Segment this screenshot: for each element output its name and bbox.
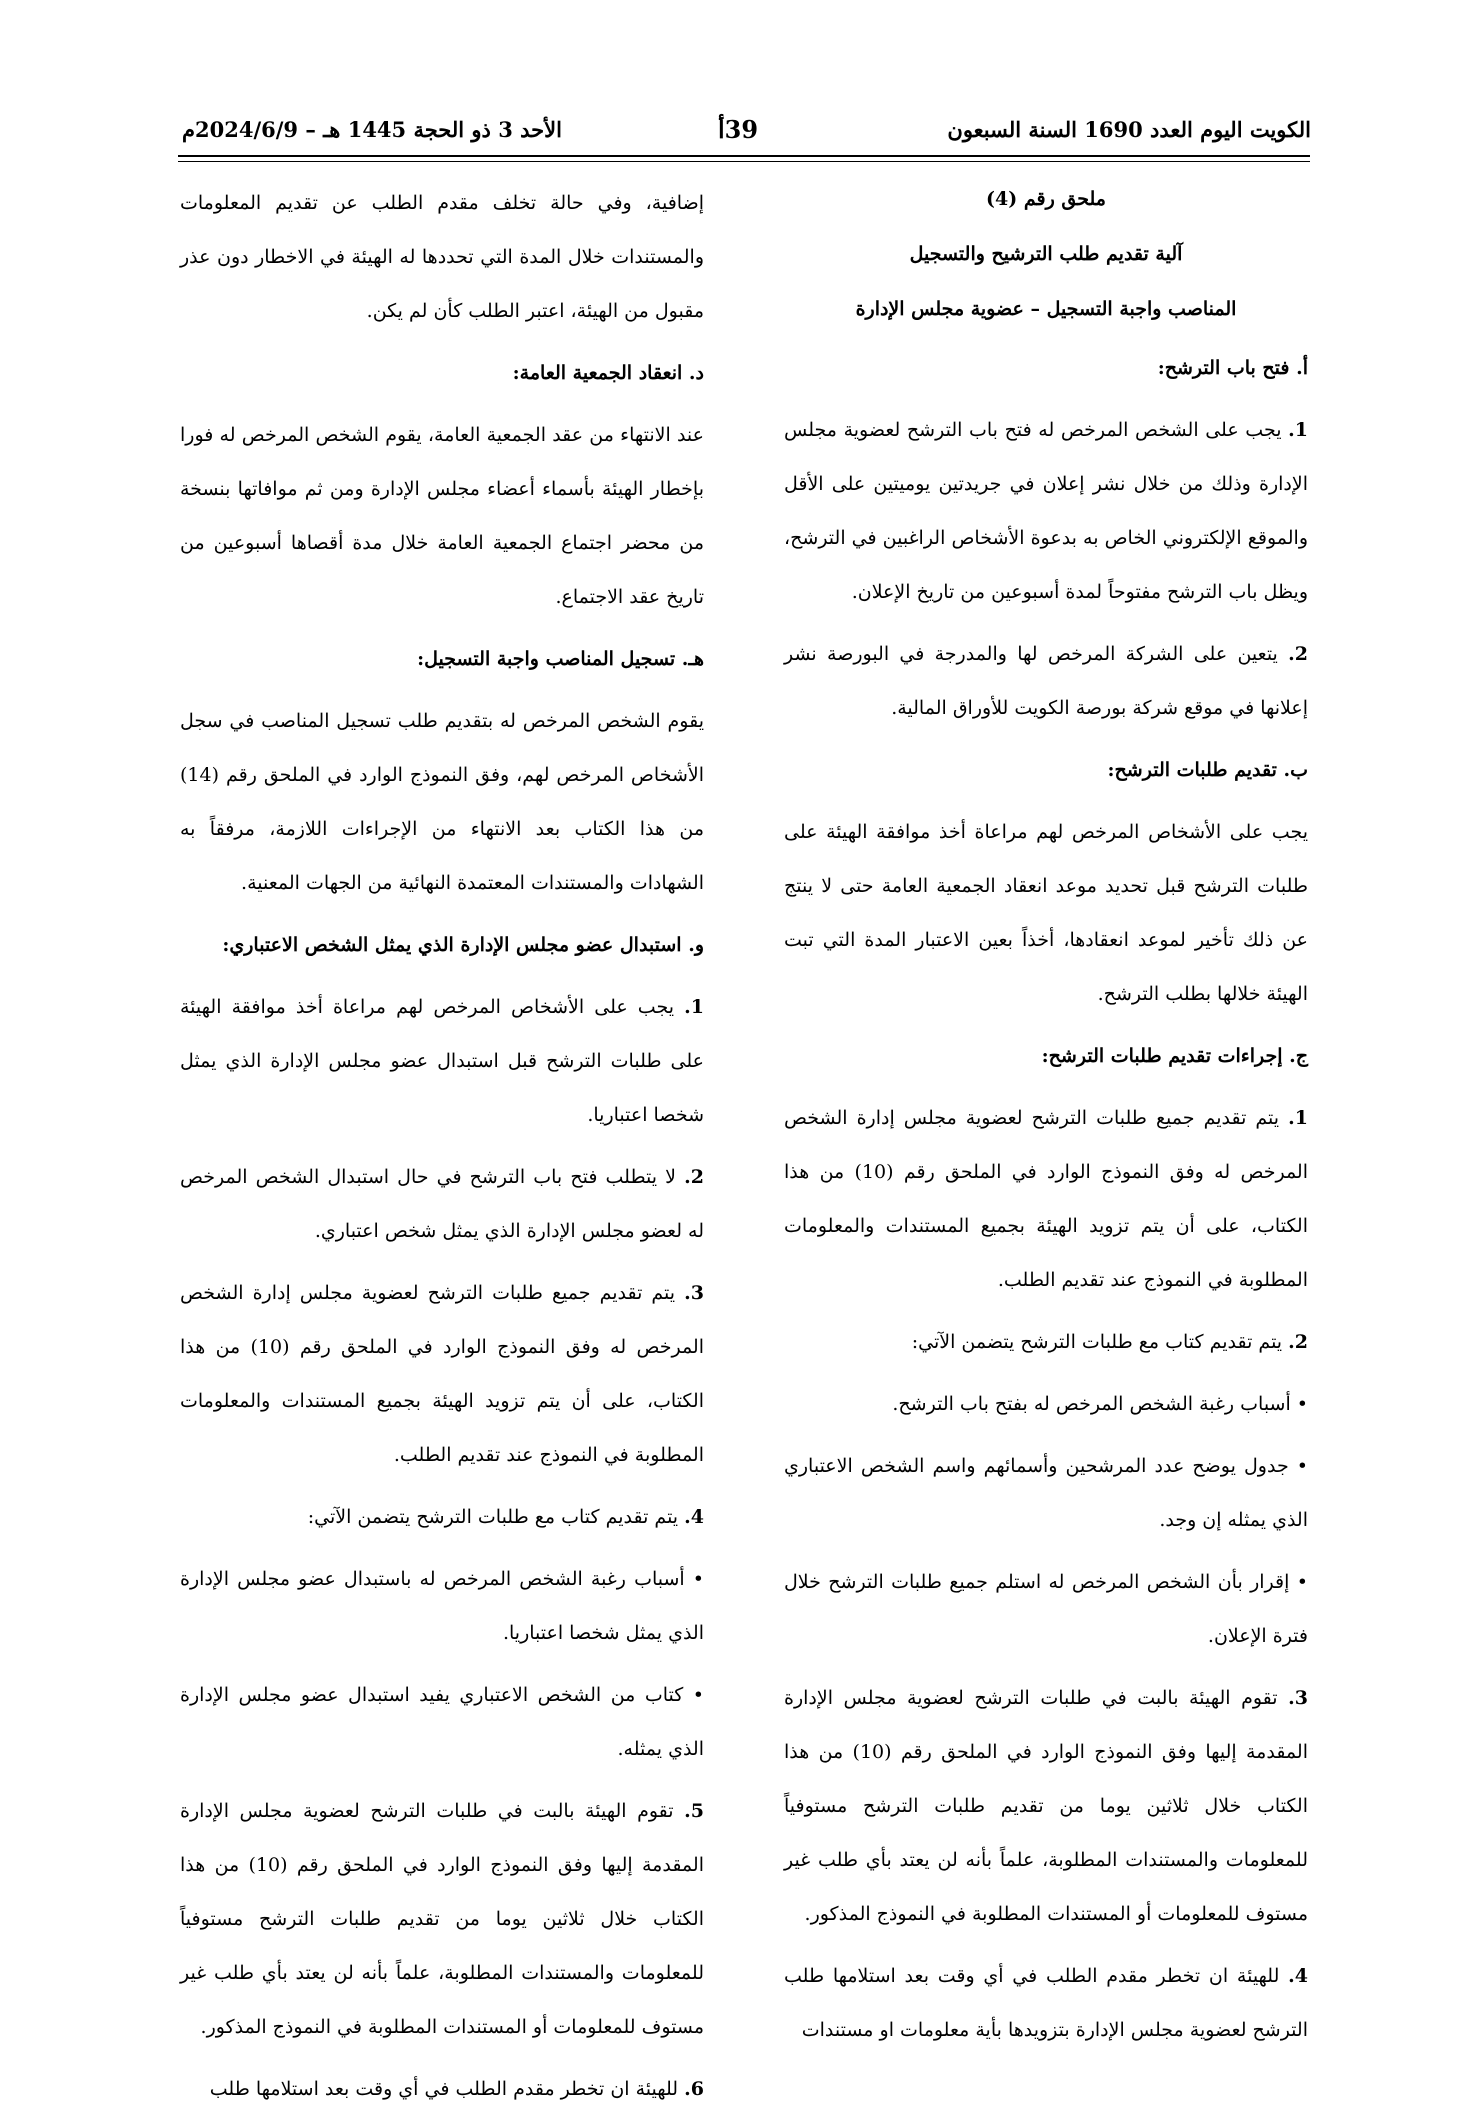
bullet-item: • إقرار بأن الشخص المرخص له استلم جميع طلبات الترشح خلال فترة الإعلان. xyxy=(784,1571,1308,1647)
clause-f1 xyxy=(180,980,704,1142)
clause-number: 4. xyxy=(1288,1965,1308,1987)
right-column xyxy=(784,176,1308,2065)
clause-text: يتم تقديم كتاب مع طلبات الترشح يتضمن الآتي: xyxy=(307,1506,679,1528)
clause-number: 6. xyxy=(684,2078,704,2100)
section-heading-e: هـ. تسجيل المناصب واجبة التسجيل: xyxy=(417,648,704,670)
clause-text: يجب على الأشخاص المرخص لهم مراعاة أخذ موافقة الهيئة على طلبات الترشح قبل استبدال عضو مجلس الإدارة الذي يمثل شخصا اعتباريا. xyxy=(180,996,704,1126)
clause-number: 4. xyxy=(684,1506,704,1528)
clause-c4 xyxy=(784,1949,1308,2057)
clause-f3 xyxy=(180,1266,704,1482)
clause-f6 xyxy=(180,2062,704,2116)
paragraph-b: يجب على الأشخاص المرخص لهم مراعاة أخذ موافقة الهيئة على طلبات الترشح قبل تحديد موعد انعقاد الجمعية العامة حتى لا ينتج عن ذلك تأخير لموعد انعقادها، أخذاً بعين الاعتبار المدة التي تبت الهيئة خلالها بطلب الترشح. xyxy=(784,821,1308,1005)
paragraph-continuation: إضافية، وفي حالة تخلف مقدم الطلب عن تقديم المعلومات والمستندات خلال المدة التي تحددها له الهيئة في الاخطار دون عذر مقبول من الهيئة، اعتبر الطلب كأن لم يكن. xyxy=(180,192,704,322)
clause-text: تقوم الهيئة بالبت في طلبات الترشح لعضوية مجلس الإدارة المقدمة إليها وفق النموذج الوارد في الملحق رقم (10) من هذا الكتاب خلال ثلاثين يوما من تقديم طلبات الترشح مستوفياً للمعلومات والمستندات المطلوبة، علماً بأنه لن يعتد بأي طلب غير مستوف للمعلومات أو المستندات المطلوبة في النموذج المذكور. xyxy=(180,1800,704,2038)
clause-number: 1. xyxy=(1288,419,1308,441)
section-heading-f: و. استبدال عضو مجلس الإدارة الذي يمثل الشخص الاعتباري: xyxy=(222,934,704,956)
clause-number: 1. xyxy=(684,996,704,1018)
clause-number: 5. xyxy=(684,1800,704,1822)
clause-number: 1. xyxy=(1288,1107,1308,1129)
clause-text: يجب على الشخص المرخص له فتح باب الترشح لعضوية مجلس الإدارة وذلك من خلال نشر إعلان في جريدتين يوميتين على الأقل والموقع الإلكتروني الخاص به بدعوة الأشخاص الراغبين في الترشح، ويظل باب الترشح مفتوحاً لمدة أسبوعين من تاريخ الإعلان. xyxy=(784,419,1308,603)
header-date: الأحد 3 ذو الحجة 1445 هـ – 2024/6/9م xyxy=(182,117,562,142)
bullet-item: • كتاب من الشخص الاعتباري يفيد استبدال عضو مجلس الإدارة الذي يمثله. xyxy=(180,1684,704,1760)
clause-number: 3. xyxy=(1288,1687,1308,1709)
annex-title: ملحق رقم (4) xyxy=(986,188,1106,210)
section-heading-a: أ. فتح باب الترشح: xyxy=(1157,357,1308,379)
clause-f4 xyxy=(180,1490,704,1544)
clause-c2 xyxy=(784,1315,1308,1369)
left-column xyxy=(180,176,704,2124)
bullet-item: • أسباب رغبة الشخص المرخص له باستبدال عضو مجلس الإدارة الذي يمثل شخصا اعتباريا. xyxy=(180,1568,704,1644)
bullet-item: • أسباب رغبة الشخص المرخص له بفتح باب الترشح. xyxy=(892,1393,1308,1415)
paragraph-d: عند الانتهاء من عقد الجمعية العامة، يقوم الشخص المرخص له فورا بإخطار الهيئة بأسماء أعضاء مجلس الإدارة ومن ثم موافاتها بنسخة من محضر اجتماع الجمعية العامة خلال مدة أقصاها أسبوعين من تاريخ عقد الاجتماع. xyxy=(180,424,704,608)
clause-f2 xyxy=(180,1150,704,1258)
header-issue-info: الكويت اليوم العدد 1690 السنة السبعون xyxy=(947,117,1311,142)
clause-c3 xyxy=(784,1671,1308,1941)
section-heading-d: د. انعقاد الجمعية العامة: xyxy=(512,362,704,384)
clause-f5 xyxy=(180,1784,704,2054)
section-heading-b: ب. تقديم طلبات الترشح: xyxy=(1107,759,1308,781)
clause-text: للهيئة ان تخطر مقدم الطلب في أي وقت بعد استلامها طلب الترشح لعضوية مجلس الإدارة بتزويدها بأية معلومات او مستندات xyxy=(784,1965,1308,2041)
page-number: 39أ xyxy=(717,115,759,144)
header-rule xyxy=(178,155,1310,157)
clause-number: 3. xyxy=(684,1282,704,1304)
paragraph-e: يقوم الشخص المرخص له بتقديم طلب تسجيل المناصب في سجل الأشخاص المرخص لهم، وفق النموذج الوارد في الملحق رقم (14) من هذا الكتاب بعد الانتهاء من الإجراءات اللازمة، مرفقاً به الشهادات والمستندات المعتمدة النهائية من الجهات المعنية. xyxy=(180,710,704,894)
clause-text: يتعين على الشركة المرخص لها والمدرجة في البورصة نشر إعلانها في موقع شركة بورصة الكويت للأوراق المالية. xyxy=(784,643,1308,719)
clause-a1 xyxy=(784,403,1308,619)
bullet-item: • جدول يوضح عدد المرشحين وأسمائهم واسم الشخص الاعتباري الذي يمثله إن وجد. xyxy=(784,1455,1308,1531)
clause-number: 2. xyxy=(1288,643,1308,665)
annex-subtitle-2: المناصب واجبة التسجيل – عضوية مجلس الإدارة xyxy=(855,298,1237,320)
clause-a2 xyxy=(784,627,1308,735)
clause-text: يتم تقديم كتاب مع طلبات الترشح يتضمن الآتي: xyxy=(911,1331,1283,1353)
clause-number: 2. xyxy=(684,1166,705,1188)
clause-text: لا يتطلب فتح باب الترشح في حال استبدال الشخص المرخص له لعضو مجلس الإدارة الذي يمثل شخص اعتباري. xyxy=(180,1166,704,1242)
clause-text: للهيئة ان تخطر مقدم الطلب في أي وقت بعد استلامها طلب xyxy=(209,2078,679,2100)
clause-number: 2. xyxy=(1288,1331,1308,1353)
clause-text: يتم تقديم جميع طلبات الترشح لعضوية مجلس إدارة الشخص المرخص له وفق النموذج الوارد في الملحق رقم (10) من هذا الكتاب، على أن يتم تزويد الهيئة بجميع المستندات والمعلومات المطلوبة في النموذج عند تقديم الطلب. xyxy=(180,1282,705,1466)
clause-text: يتم تقديم جميع طلبات الترشح لعضوية مجلس إدارة الشخص المرخص له وفق النموذج الوارد في الملحق رقم (10) من هذا الكتاب، على أن يتم تزويد الهيئة بجميع المستندات والمعلومات المطلوبة في النموذج عند تقديم الطلب. xyxy=(784,1107,1309,1291)
section-heading-c: ج. إجراءات تقديم طلبات الترشح: xyxy=(1041,1045,1308,1067)
clause-c1 xyxy=(784,1091,1308,1307)
clause-text: تقوم الهيئة بالبت في طلبات الترشح لعضوية مجلس الإدارة المقدمة إليها وفق النموذج الوارد في الملحق رقم (10) من هذا الكتاب خلال ثلاثين يوما من تقديم طلبات الترشح مستوفياً للمعلومات والمستندات المطلوبة، علماً بأنه لن يعتد بأي طلب غير مستوف للمعلومات أو المستندات المطلوبة في النموذج المذكور. xyxy=(784,1687,1308,1925)
header-rule-thin xyxy=(178,161,1310,162)
annex-subtitle: آلية تقديم طلب الترشيح والتسجيل xyxy=(909,243,1183,265)
